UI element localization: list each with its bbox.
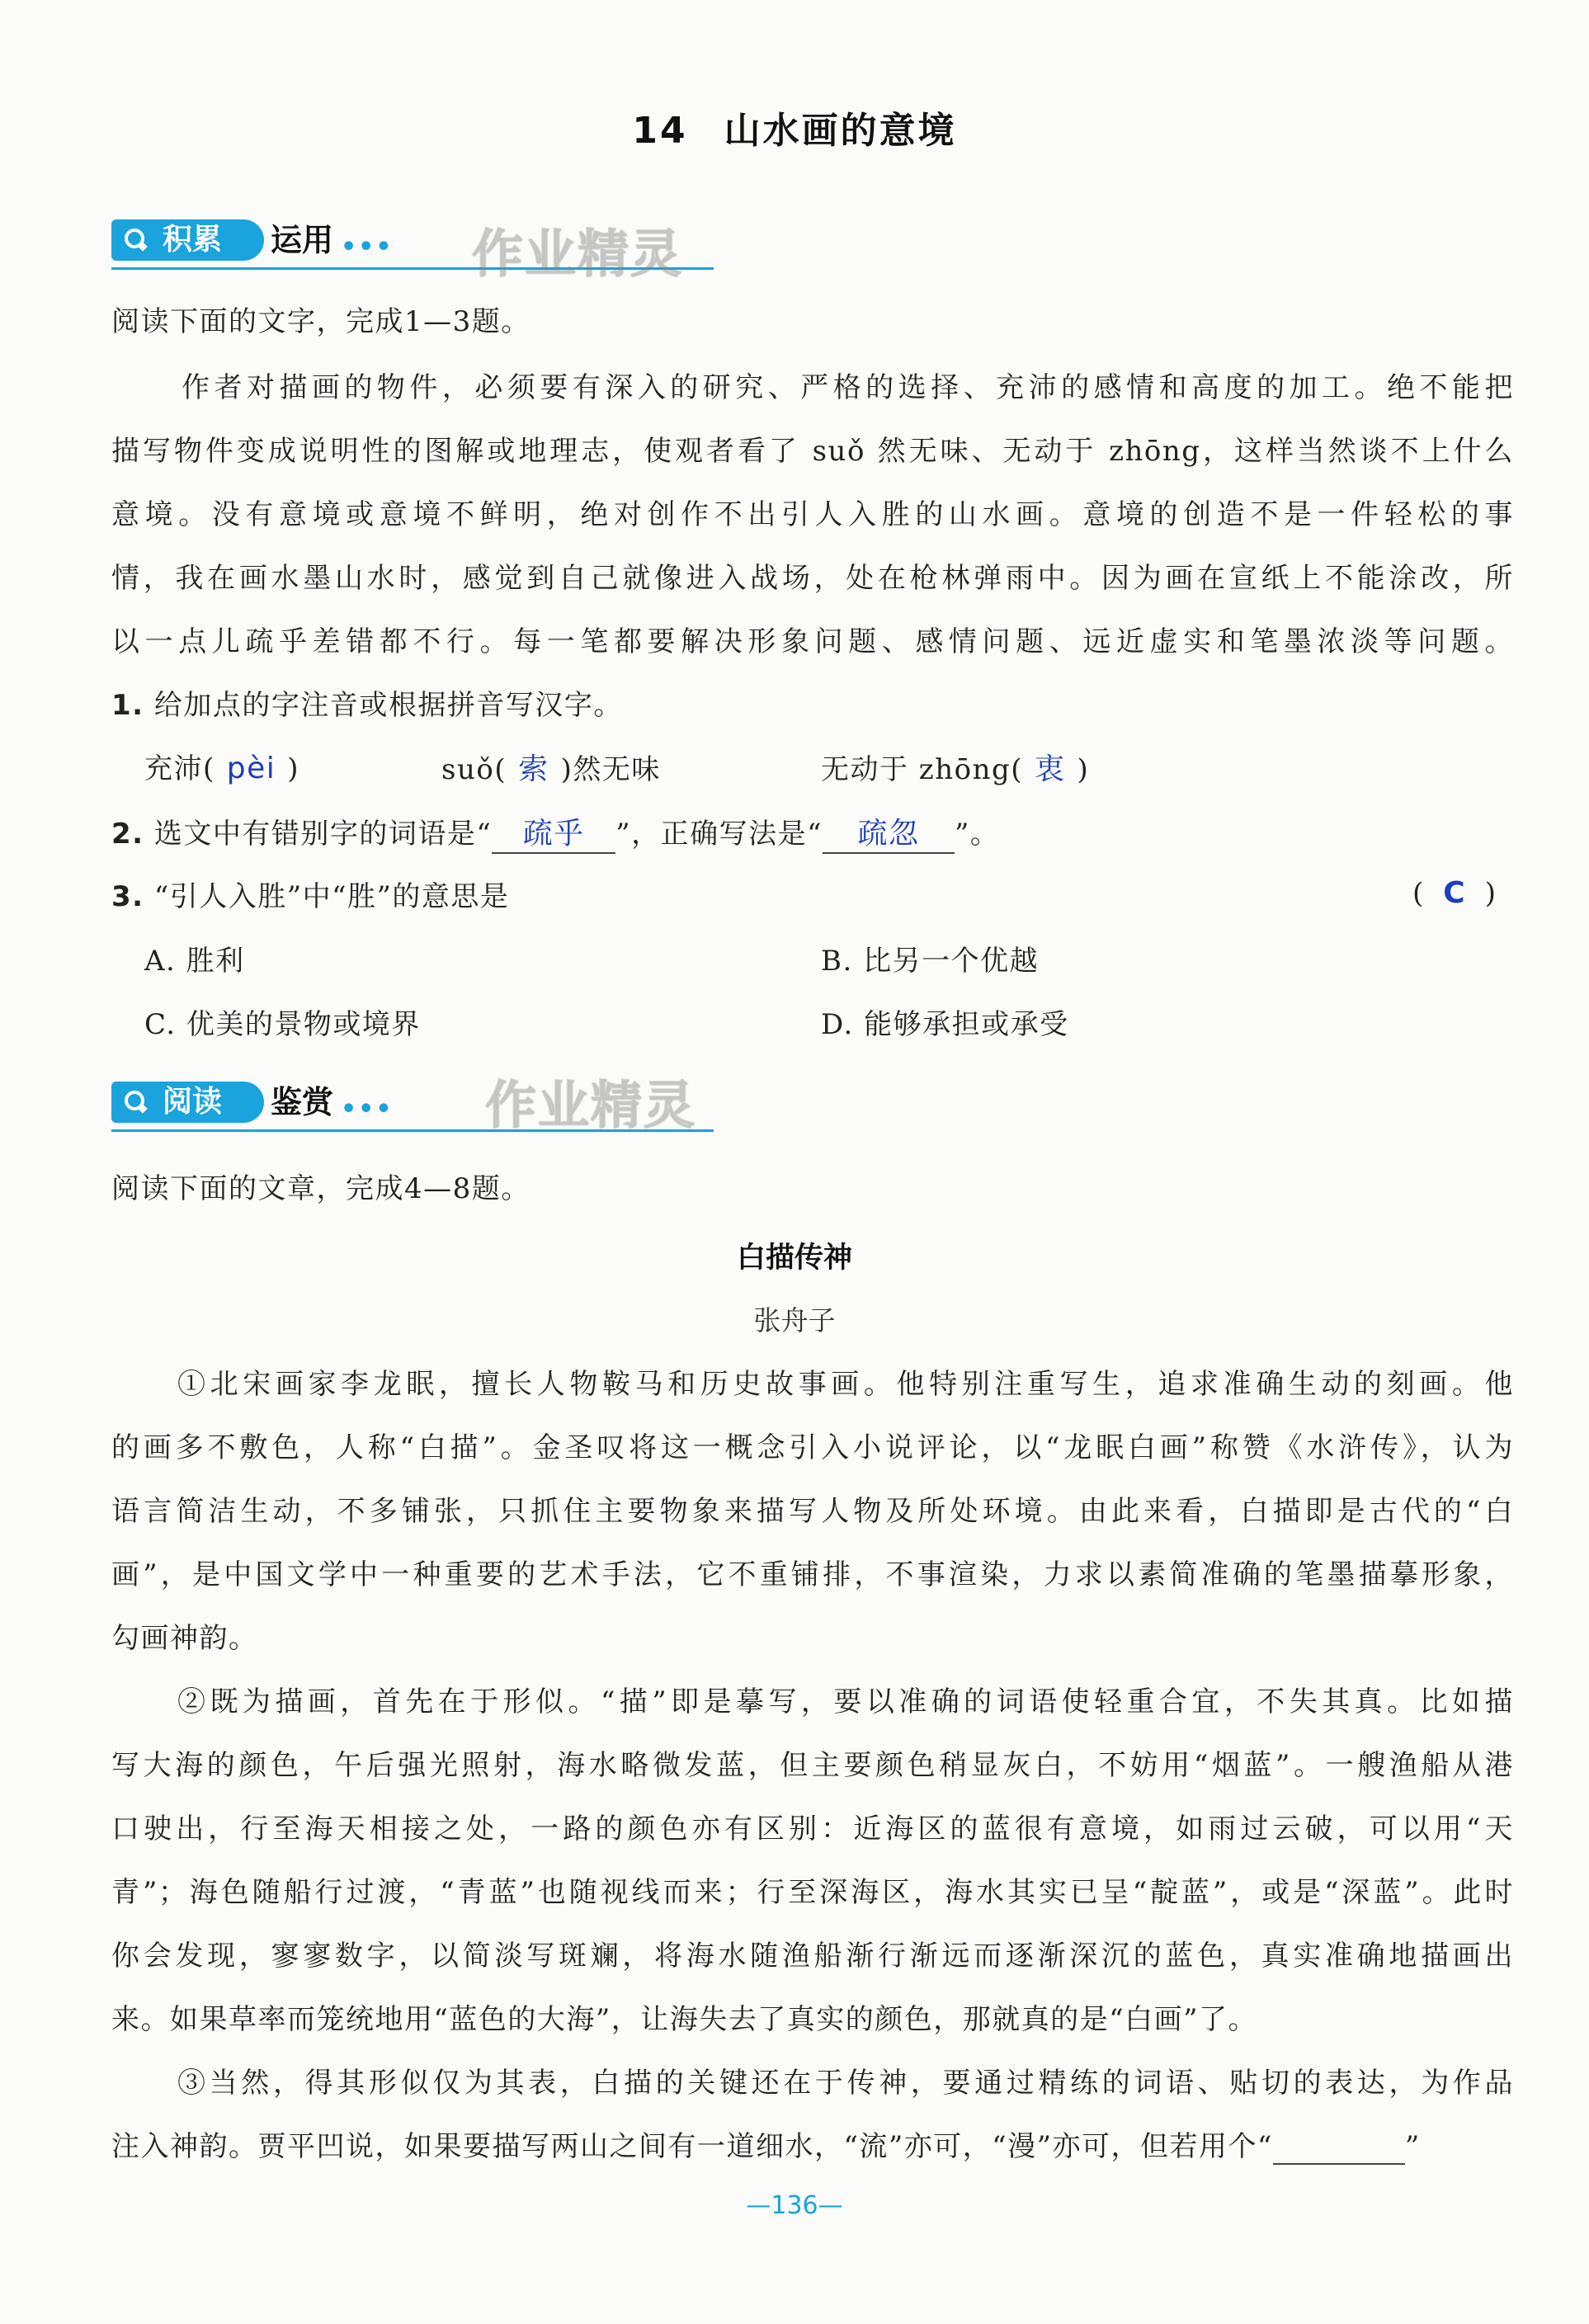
q1-item-suffix: ) [1077, 753, 1090, 786]
section-label: 运用 [271, 222, 334, 258]
q1-item [821, 746, 1233, 788]
closing-quote: ” [1404, 2130, 1421, 2163]
q3-answer-paren [1412, 876, 1496, 910]
answer-blank [823, 810, 955, 854]
answer-blank [1273, 2130, 1405, 2165]
intro-text: 阅读下面的文字，完成1—3题。 [111, 305, 530, 338]
article-line-text: 注入神韵。贾平凹说，如果要描写两山之间有一道细水，“流”亦可，“漫”亦可，但若用个“ [111, 2130, 1273, 2163]
q1-item-suffix: )然无味 [560, 753, 661, 786]
article-line-last [111, 2124, 1514, 2165]
page-number: —136— [746, 2191, 843, 2220]
question-2 [111, 810, 1514, 854]
section-badge-text: 阅读 [163, 1085, 223, 1119]
question-number: 2. [111, 818, 144, 851]
section-badge-text: 积累 [163, 223, 223, 257]
article-line: 口驶出，行至海天相接之处，一路的颜色亦有区别：近海区的蓝很有意境，如雨过云破，可以用“天 [111, 1813, 1514, 1846]
q2-answer-wrong: 疏乎 [522, 817, 585, 851]
passage-line: 情，我在画水墨山水时，感觉到自己就像进入战场，处在枪林弹雨中。因为画在宣纸上不能涂改，所 [111, 562, 1514, 595]
section-badge [111, 1082, 264, 1123]
intro-text: 阅读下面的文章，完成4—8题。 [111, 1172, 530, 1205]
article-line: 的画多不敷色，人称“白描”。金圣叹将这一概念引入小说评论，以“龙眠白画”称赞《水浒传》，认为 [111, 1431, 1514, 1464]
question-text: 给加点的字注音或根据拼音写汉字。 [153, 689, 623, 722]
passage-line: 以一点儿疏乎差错都不行。每一笔都要解决形象问题、感情问题、远近虚实和笔墨浓淡等问题。 [111, 625, 1514, 658]
article-line: 青”；海色随船行过渡，“青蓝”也随视线而来；行至深海区，海水其实已呈“靛蓝”，或是“深蓝”。此时 [111, 1876, 1514, 1909]
lesson-number: 14 [632, 110, 688, 152]
section-dots: ••• [341, 233, 394, 262]
q1-item-prefix: 无动于 zhōng( [821, 753, 1024, 786]
question-number: 3. [111, 880, 144, 913]
q1-answer: 衷 [1035, 752, 1066, 786]
article-line: 画”，是中国文学中一种重要的艺术手法，它不重铺排，不事渲染，力求以素简准确的笔墨描摹形象， [111, 1558, 1514, 1591]
watermark: 作业精灵 [485, 1075, 697, 1135]
passage-line: 作者对描画的物件，必须要有深入的研究、严格的选择、充沛的感情和高度的加工。绝不能把 [182, 371, 1514, 404]
option-c: C. 优美的景物或境界 [144, 1008, 421, 1041]
answer-blank [492, 810, 615, 854]
question-3 [111, 874, 1514, 914]
q1-answer: 索 [518, 752, 549, 786]
article-line: 语言简洁生动，不多铺张，只抓住主要物象来描写人物及所处环境。由此来看，白描即是古代的“白 [111, 1495, 1514, 1528]
section-label: 鉴赏 [271, 1084, 334, 1120]
article-line: 勾画神韵。 [111, 1622, 258, 1655]
q3-answer: C [1443, 876, 1465, 910]
article-line: ①北宋画家李龙眠，擅长人物鞍马和历史故事画。他特别注重写生，追求准确生动的刻画。他 [177, 1368, 1514, 1401]
search-icon [125, 1091, 144, 1110]
question-text: 选文中有错别字的词语是“ [153, 818, 493, 851]
lesson-title-text: 山水画的意境 [724, 110, 957, 152]
q1-item-prefix: suǒ( [441, 753, 507, 786]
section-dots: ••• [341, 1095, 394, 1124]
article-line: ③当然，得其形似仅为其表，白描的关键还在于传神，要通过精练的词语、贴切的表达，为作品 [177, 2067, 1514, 2100]
article-title: 白描传神 [736, 1242, 852, 1275]
q1-item [441, 746, 788, 788]
question-text: ”，正确写法是“ [615, 818, 823, 851]
article-line: 你会发现，寥寥数字，以简淡写斑斓，将海水随渔船渐行渐远而逐渐深沉的蓝色，真实准确地描画出 [111, 1940, 1514, 1973]
watermark: 作业精灵 [472, 224, 684, 284]
article-line: ②既为描画，首先在于形似。“描”即是摹写，要以准确的词语使轻重合宜，不失其真。比如描 [177, 1685, 1514, 1718]
question-1 [111, 682, 1514, 723]
question-number: 1. [111, 689, 144, 722]
q2-answer-correct: 疏忽 [857, 817, 920, 851]
q1-item-suffix: ) [287, 752, 300, 785]
article-line: 来。如果草率而笼统地用“蓝色的大海”，让海失去了真实的颜色，那就真的是“白画”了。 [111, 2003, 1258, 2036]
section-badge [111, 219, 264, 261]
passage-line: 意境。没有意境或意境不鲜明，绝对创作不出引人入胜的山水画。意境的创造不是一件轻松的事 [111, 498, 1514, 531]
paren-left: ( [1412, 877, 1424, 910]
option-a: A. 胜利 [144, 945, 245, 978]
question-text: “引人入胜”中“胜”的意思是 [153, 880, 510, 913]
option-d: D. 能够承担或承受 [821, 1008, 1069, 1041]
paren-right: ) [1484, 877, 1496, 910]
option-b: B. 比另一个优越 [821, 945, 1040, 978]
q1-answer: pèi [226, 752, 276, 785]
question-text: ”。 [955, 818, 1000, 851]
article-line: 写大海的颜色，午后强光照射，海水略微发蓝，但主要颜色稍显灰白，不妨用“烟蓝”。一艘渔船从港 [111, 1749, 1514, 1782]
search-icon [125, 229, 144, 248]
lesson-title [0, 101, 1589, 153]
article-author: 张舟子 [753, 1304, 836, 1336]
q1-item-prefix: 充沛( [144, 752, 215, 785]
passage-line: 描写物件变成说明性的图解或地理志，使观者看了 suǒ 然无味、无动于 zhōng，这样当然谈不上什么 [111, 435, 1514, 468]
